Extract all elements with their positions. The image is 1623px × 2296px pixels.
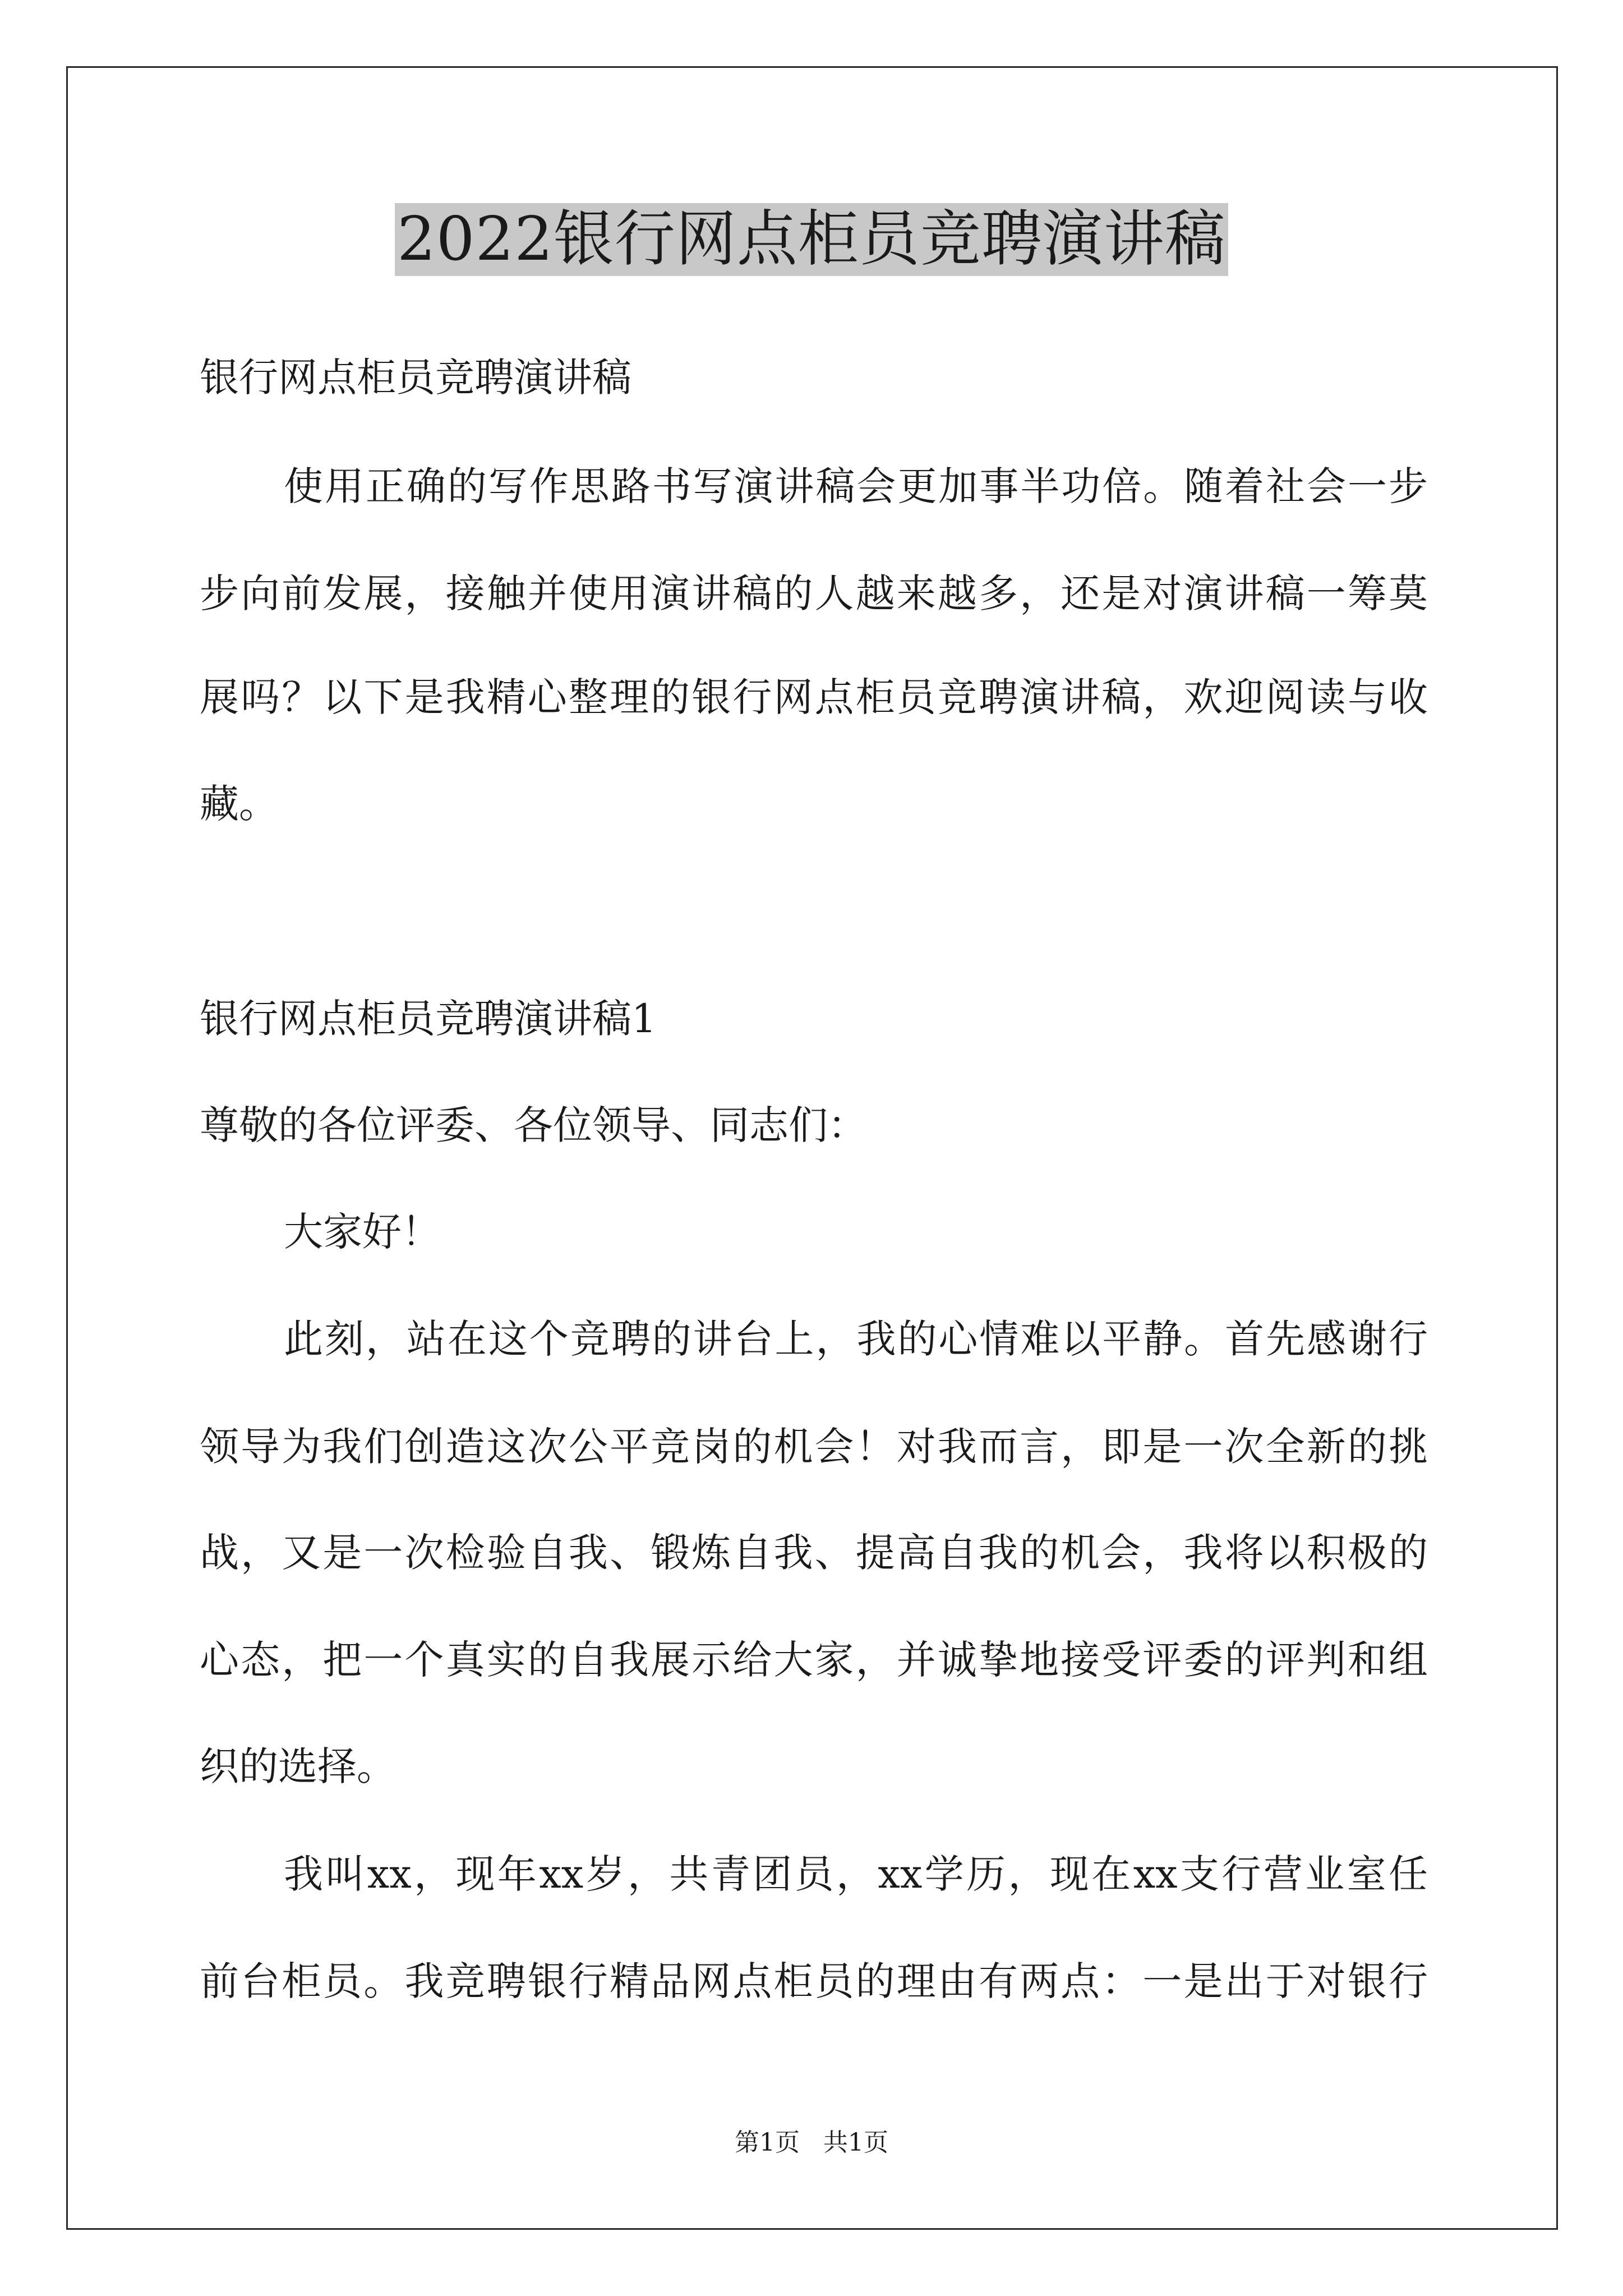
- paragraph-line: 展吗？以下是我精心整理的银行网点柜员竞聘演讲稿，欢迎阅读与收: [200, 674, 1428, 720]
- page-footer: 第1页 共1页: [735, 2128, 888, 2157]
- paragraph-line: 领导为我们创造这次公平竞岗的机会！对我而言，即是一次全新的挑: [200, 1424, 1428, 1470]
- section-heading: 银行网点柜员竞聘演讲稿1: [200, 996, 657, 1042]
- paragraph-line: 此刻，站在这个竞聘的讲台上，我的心情难以平静。首先感谢行: [284, 1316, 1428, 1362]
- salutation-line: 尊敬的各位评委、各位领导、同志们：: [200, 1102, 867, 1148]
- title-container: [0, 203, 1623, 276]
- paragraph-line: 我叫xx，现年xx岁，共青团员，xx学历，现在xx支行营业室任: [284, 1851, 1428, 1897]
- document-title: 2022银行网点柜员竞聘演讲稿: [395, 203, 1228, 276]
- paragraph-line: 战，又是一次检验自我、锻炼自我、提高自我的机会，我将以积极的: [200, 1530, 1428, 1576]
- paragraph-line: 织的选择。: [200, 1743, 396, 1789]
- paragraph-line: 心态，把一个真实的自我展示给大家，并诚挚地接受评委的评判和组: [200, 1637, 1428, 1683]
- subtitle-line: 银行网点柜员竞聘演讲稿: [200, 355, 631, 401]
- paragraph-line: 前台柜员。我竞聘银行精品网点柜员的理由有两点：一是出于对银行: [200, 1958, 1428, 2004]
- paragraph-line: 藏。: [200, 781, 278, 827]
- paragraph-line: 使用正确的写作思路书写演讲稿会更加事半功倍。随着社会一步: [284, 463, 1428, 509]
- greeting-line: 大家好！: [284, 1209, 441, 1255]
- paragraph-line: 步向前发展，接触并使用演讲稿的人越来越多，还是对演讲稿一筹莫: [200, 570, 1428, 616]
